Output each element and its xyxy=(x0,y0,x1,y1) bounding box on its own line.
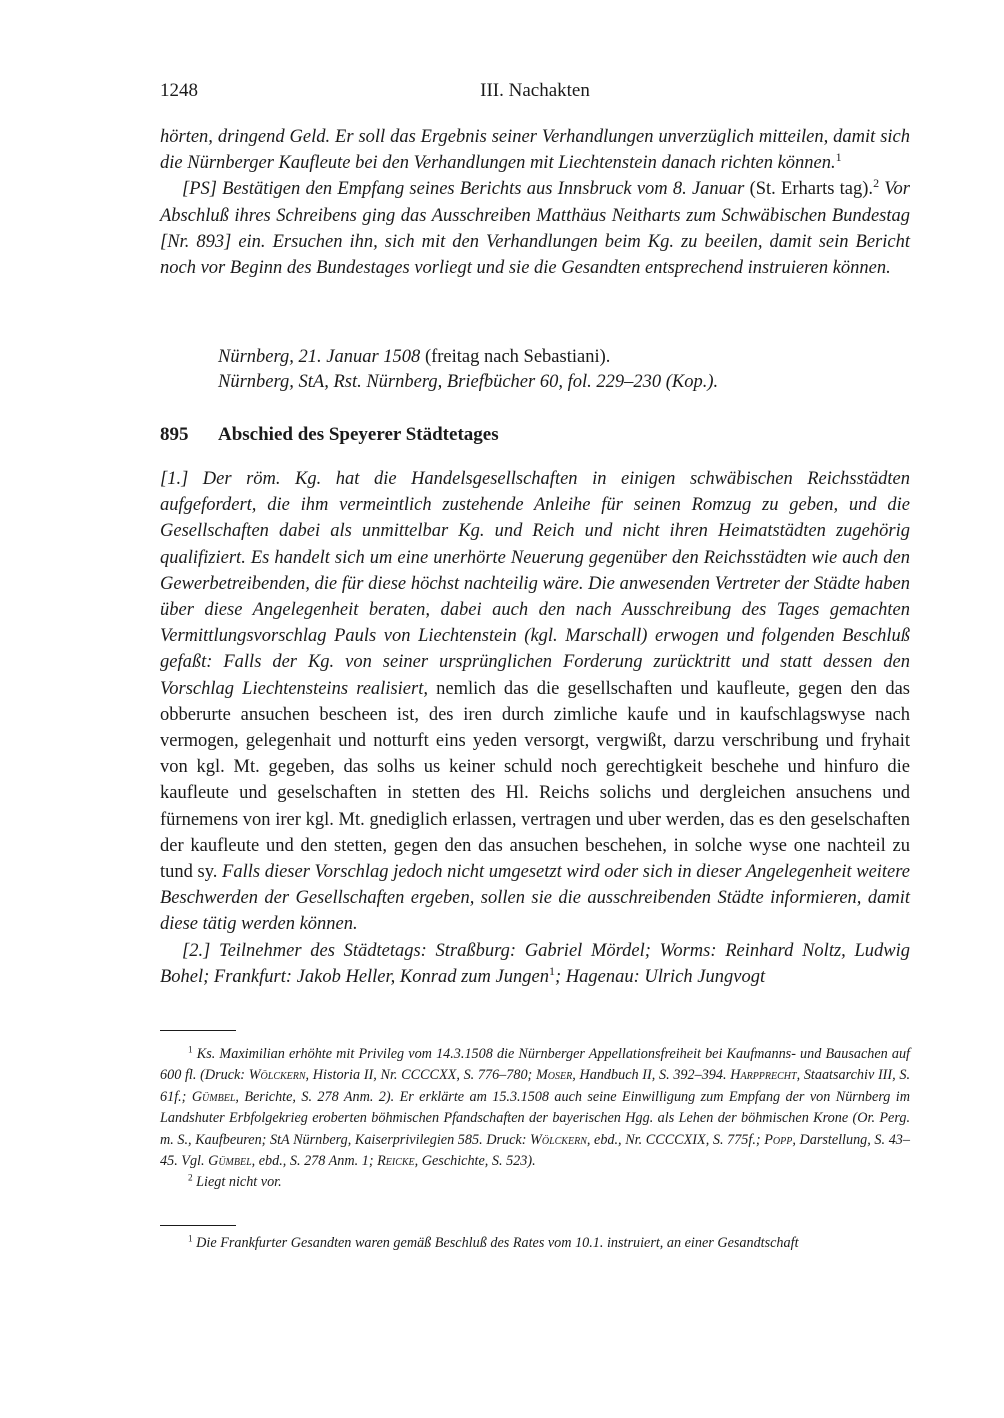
source-date xyxy=(218,345,908,370)
source-citation xyxy=(218,345,908,395)
footnotes-previous-document xyxy=(160,1044,910,1194)
previous-document-summary xyxy=(160,124,910,281)
paragraph-2-italic-a: [2.] Teilnehmer des Städtetags: Straßburg: Gabriel Mördel; Worms: Reinhard Noltz, Ludwig Bohel; Frankfurt: Jakob Heller, Konrad zum Jungen xyxy=(160,940,910,987)
footnote-ref: 1 xyxy=(835,150,842,165)
postscript-roman: (St. Erharts tag). xyxy=(744,179,874,200)
footnote-text: Ks. Maximilian erhöhte mit Privileg vom 14.3.1508 die Nürnberger Appellationsfreiheit bei Kaufmanns- und Bausachen auf 600 fl. (Druck: xyxy=(160,1046,910,1084)
footnote-1 xyxy=(160,1044,910,1172)
postscript-text-b: Vor Abschluß ihres Schreibens ging das Ausschreiben Matthäus Neitharts zum Schwäbischen Bundestag [Nr. 893] ein. Ersuchen ihn, sich mit den Verhandlungen beim Kg. zu beeilen, damit sein Bericht noch vor Beginn des Bundestages vorliegt und sie die Gesandten entsprechend instruieren können. xyxy=(160,179,910,279)
section-body xyxy=(160,466,910,990)
footnote-text: , Staatsarchiv III, S. 61f.; xyxy=(160,1067,910,1105)
footnote-text: , ebd., Nr. CCCCXIX, S. 775f.; xyxy=(586,1131,765,1148)
section-number: 895 xyxy=(160,424,189,445)
footnote-1 xyxy=(160,1233,910,1254)
author-name: Wölckern xyxy=(248,1067,306,1084)
footnote-text: , ebd., S. 278 Anm. 1; xyxy=(251,1153,378,1170)
footnote-ref: 2 xyxy=(873,176,880,191)
footnote-text: , Handbuch II, S. 392–394. xyxy=(572,1067,731,1084)
author-name: Wölckern xyxy=(530,1131,587,1148)
footnote-text: Liegt nicht vor. xyxy=(192,1174,282,1191)
running-header xyxy=(160,80,910,108)
footnote-text: , Darstellung, S. 43–45. Vgl. xyxy=(160,1131,910,1170)
summary-paragraph-1 xyxy=(160,124,910,176)
footnote-divider xyxy=(160,1225,236,1226)
footnote-text: , Historia II, Nr. CCCCXX, S. 776–780; xyxy=(305,1067,536,1084)
author-name: Popp xyxy=(764,1131,793,1148)
paragraph-1 xyxy=(160,466,910,938)
section-heading xyxy=(160,422,910,448)
footnote-text: Die Frankfurter Gesandten waren gemäß Beschluß des Rates vom 10.1. instruiert, an einer Gesandtschaft xyxy=(192,1235,799,1251)
footnote-ref: 1 xyxy=(548,963,555,978)
author-name: Reicke xyxy=(377,1153,415,1170)
source-date-roman: (freitag nach Sebastiani). xyxy=(420,347,611,367)
footnote-text: , Berichte, S. 278 Anm. 2). Er erklärte am 15.3.1508 auch seine Einwilligung zum Empfang der von Nürnberg im Landshuter Erbfolgekrieg eroberten böhmischen Pfandschaften der bayerischen Hgg. als Lehen der böhmischen Krone (Or. Perg. m. S., Kaufbeuren; StA Nürnberg, Kaiserprivilegien 585. Druck: xyxy=(160,1088,910,1148)
author-name: Harpprecht xyxy=(730,1067,797,1084)
source-archive-text: Nürnberg, StA, Rst. Nürnberg, Briefbücher 60, fol. 229–230 (Kop.). xyxy=(218,372,719,392)
footnote-divider xyxy=(160,1030,236,1031)
source-date-italic: Nürnberg, 21. Januar 1508 xyxy=(218,347,421,367)
author-name: Gümbel xyxy=(191,1088,236,1105)
footnote-text: , Geschichte, S. 523). xyxy=(414,1153,536,1170)
source-archive xyxy=(218,370,908,395)
footnotes-section xyxy=(160,1233,910,1254)
postscript-text-a: [PS] Bestätigen den Empfang seines Berichts aus Innsbruck vom 8. Januar xyxy=(182,179,745,200)
footnote-mark: 1 xyxy=(188,1044,193,1055)
author-name: Gümbel xyxy=(208,1153,252,1170)
paragraph-1-italic-a: [1.] Der röm. Kg. hat die Handelsgesellschaften in einigen schwäbischen Reichsstädten aufgefordert, die ihm vermeintlich zustehende Anleihe für seinen Romzug zu geben, und die Gesellschaften dabei als unmittelbar Kg. und Reich und nicht ihren Heimatstädten zugehörig qualifiziert. Es handelt sich um eine unerhörte Neuerung gegenüber den Reichsstädten wie auch den Gewerbetreibenden, die für diese höchst nachteilig wäre. Die anwesenden Vertreter der Städte haben über diese Angelegenheit beraten, dabei auch den nach Ausschreibung des Tages gemachten Vermittlungsvorschlag Pauls von Liechtenstein (kgl. Marschall) erwogen und folgenden Beschluß gefaßt: Falls der Kg. von seiner ursprünglichen Forderung zurücktritt und statt dessen den Vorschlag Liechtensteins realisiert, xyxy=(160,469,910,699)
paragraph-2-italic-b: ; Hagenau: Ulrich Jungvogt xyxy=(554,966,766,987)
footnote-mark: 1 xyxy=(188,1233,193,1244)
postscript-paragraph xyxy=(160,176,910,281)
running-title: III. Nachakten xyxy=(480,80,590,101)
footnote-mark: 2 xyxy=(188,1172,193,1183)
author-name: Moser xyxy=(535,1067,573,1084)
paragraph-1-quote: nemlich das die gesellschaften und kaufleute, gegen den das obberurte ansuchen bescheen ist, des iren durch zimliche kaufe und in kaufschlagswyse nach vermogen, gelegenhait und notturft eins yeden versorgt, vergwißt, darzu verschribung und fryhait von kgl. Mt. gegeben, das solhs us keiner schuld noch gerechtigkeit beschehe und hinfuro die kaufleute und geselschaften in stetten des Hl. Reichs solichs und dergleichen ansuchens und fürnemens von irer kgl. Mt. gnediglich erlassen, vertragen und uber werden, das es den geselschaften der kaufleute und den stetten, gegen den das ansuchen beschehen, in solche wyse one nachteil zu tund sy. xyxy=(160,678,910,883)
summary-text: hörten, dringend Geld. Er soll das Ergebnis seiner Verhandlungen unverzüglich mitteilen, damit sich die Nürnberger Kaufleute bei den Verhandlungen mit Liechtenstein danach richten können. xyxy=(160,127,910,174)
page-number: 1248 xyxy=(160,80,198,101)
section-title: Abschied des Speyerer Städtetages xyxy=(218,424,499,445)
paragraph-2 xyxy=(160,938,910,990)
footnote-2 xyxy=(160,1172,910,1193)
paragraph-1-italic-b: Falls dieser Vorschlag jedoch nicht umgesetzt wird oder sich in dieser Angelegenheit weitere Beschwerden der Gesellschaften ergeben, sollen sie die ausschreibenden Städte informieren, damit diese tätig werden können. xyxy=(160,862,910,935)
